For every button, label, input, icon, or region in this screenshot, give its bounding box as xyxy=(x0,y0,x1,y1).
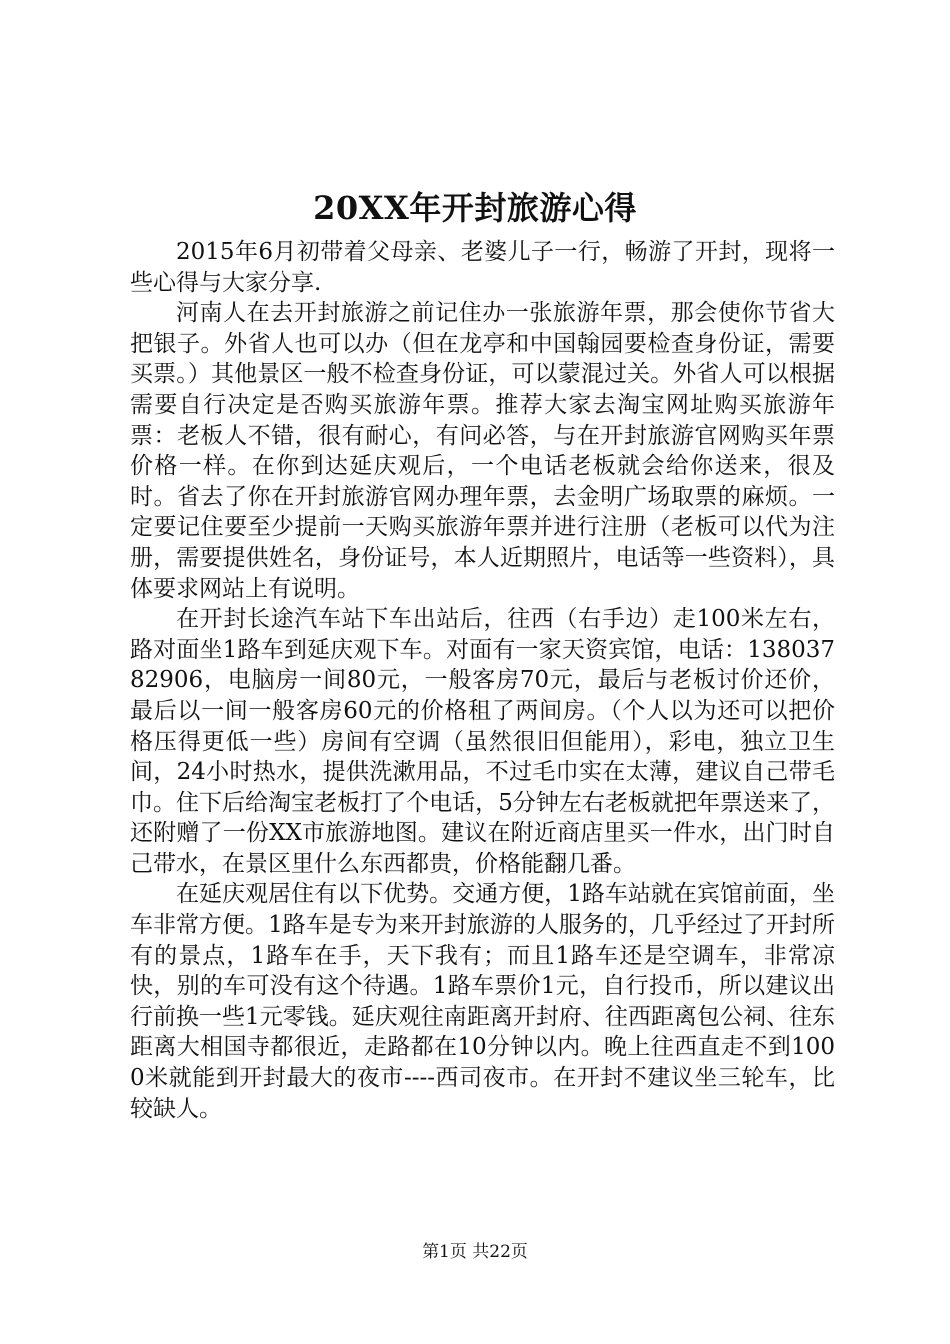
document-body xyxy=(130,237,835,1124)
paragraph: 2015年6月初带着父母亲、老婆儿子一行，畅游了开封，现将一些心得与大家分享. xyxy=(130,239,835,296)
paragraph: 河南人在去开封旅游之前记住办一张旅游年票，那会使你节省大把银子。外省人也可以办（但在龙亭和中国翰园要检查身份证，需要买票。）其他景区一般不检查身份证，可以蒙混过关。外省人可以根据需要自行决定是否购买旅游年票。推荐大家去淘宝网址购买旅游年票：老板人不错，很有耐心，有问必答，与在开封旅游官网购买年票价格一样。在你到达延庆观后，一个电话老板就会给你送来，很及时。省去了你在开封旅游官网办理年票，去金明广场取票的麻烦。一定要记住要至少提前一天购买旅游年票并进行注册（老板可以代为注册，需要提供姓名，身份证号，本人近期照片，电话等一些资料），具体要求网站上有说明。 xyxy=(130,300,835,602)
page-footer: 第1页 共22页 xyxy=(422,1242,528,1262)
paragraph: 在延庆观居住有以下优势。交通方便，1路车站就在宾馆前面，坐车非常方便。1路车是专为来开封旅游的人服务的，几乎经过了开封所有的景点，1路车在手，天下我有；而且1路车还是空调车，非常凉快，别的车可没有这个待遇。1路车票价1元，自行投币，所以建议出行前换一些1元零钱。延庆观往南距离开封府、往西距离包公祠、往东距离大相国寺都很近，走路都在10分钟以内。晚上往西直走不到1000米就能到开封最大的夜市----西司夜市。在开封不建议坐三轮车，比较缺人。 xyxy=(130,881,835,1122)
document-title: 20XX年开封旅游心得 xyxy=(313,189,637,227)
paragraph: 在开封长途汽车站下车出站后，往西（右手边）走100米左右，路对面坐1路车到延庆观下车。对面有一家天资宾馆，电话：13803782906，电脑房一间80元，一般客房70元，最后与老板讨价还价，最后以一间一般客房60元的价格租了两间房。（个人以为还可以把价格压得更低一些）房间有空调（虽然很旧但能用），彩电，独立卫生间，24小时热水，提供洗漱用品，不过毛巾实在太薄，建议自己带毛巾。住下后给淘宝老板打了个电话，5分钟左右老板就把年票送来了，还附赠了一份XX市旅游地图。建议在附近商店里买一件水，出门时自己带水，在景区里什么东西都贵，价格能翻几番。 xyxy=(130,606,835,877)
